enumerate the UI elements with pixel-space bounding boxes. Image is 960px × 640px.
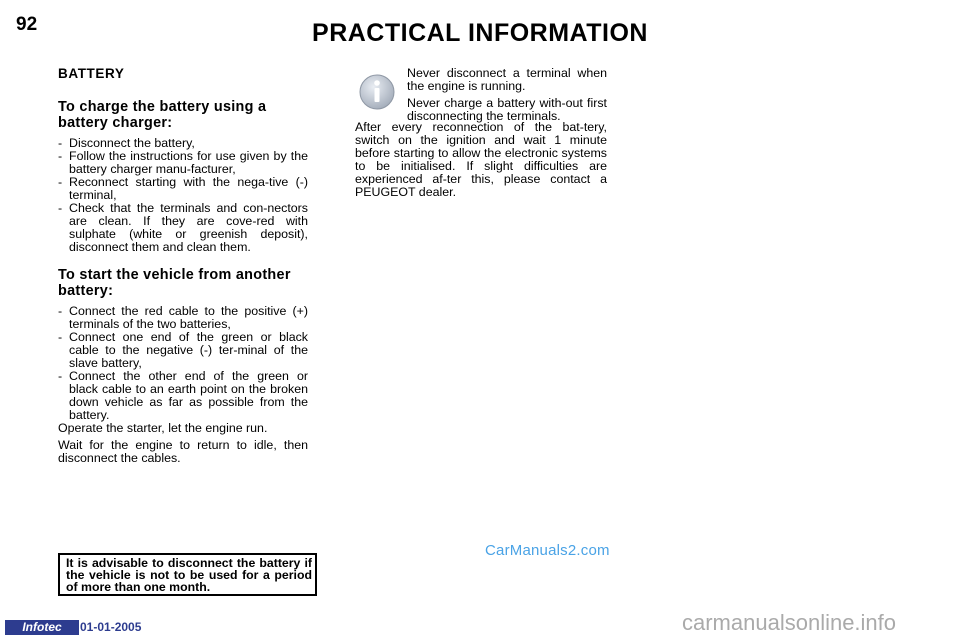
start-paragraph-run: Operate the starter, let the engine run. [58,421,268,435]
list-item: - Connect the other end of the green or black cable to an earth point on the broken down vehicle as far as possible from the battery. [58,370,308,422]
note-charge-battery: Never charge a battery with-out first disconnecting the terminals. [407,96,607,123]
list-item: - Follow the instructions for use given by the battery charger manu-facturer, [58,150,308,176]
advice-box: It is advisable to disconnect the battery if the vehicle is not to be used for a period of more than one month. [58,553,317,596]
section-title: BATTERY [58,66,125,81]
info-icon [355,70,399,114]
charge-steps [58,137,308,254]
watermark: CarManuals2.com [485,542,610,559]
page-number: 92 [16,14,38,35]
infotec-logo: Infotec [5,620,79,635]
right-column [355,67,607,203]
start-paragraph-idle: Wait for the engine to return to idle, then disconnect the cables. [58,438,308,465]
left-column [58,67,308,469]
list-item: - Connect one end of the green or black cable to the negative (-) ter-minal of the slave battery, [58,331,308,370]
footer-date: 01-01-2005 [80,620,142,634]
note-terminal-running: Never disconnect a terminal when the engine is running. [407,66,607,93]
list-item: - Check that the terminals and con-nectors are clean. If they are cove-red with sulphate (white or greenish deposit), disconnect them and clean them. [58,202,308,254]
list-item: - Reconnect starting with the nega-tive (-) terminal, [58,176,308,202]
footer-site: carmanualsonline.info [682,610,897,635]
page-title: PRACTICAL INFORMATION [312,19,648,47]
note-reconnection: After every reconnection of the bat-tery, switch on the ignition and wait 1 minute before starting to allow the electronic systems to be initialised. If slight difficulties are experienced af-ter this, please contact a PEUGEOT dealer. [355,120,607,199]
charge-heading: To charge the battery using a battery charger: [58,99,267,131]
start-heading: To start the vehicle from another battery: [58,267,291,299]
list-item: - Connect the red cable to the positive (+) terminals of the two batteries, [58,305,308,331]
start-steps [58,305,308,422]
list-item: - Disconnect the battery, [58,137,308,150]
